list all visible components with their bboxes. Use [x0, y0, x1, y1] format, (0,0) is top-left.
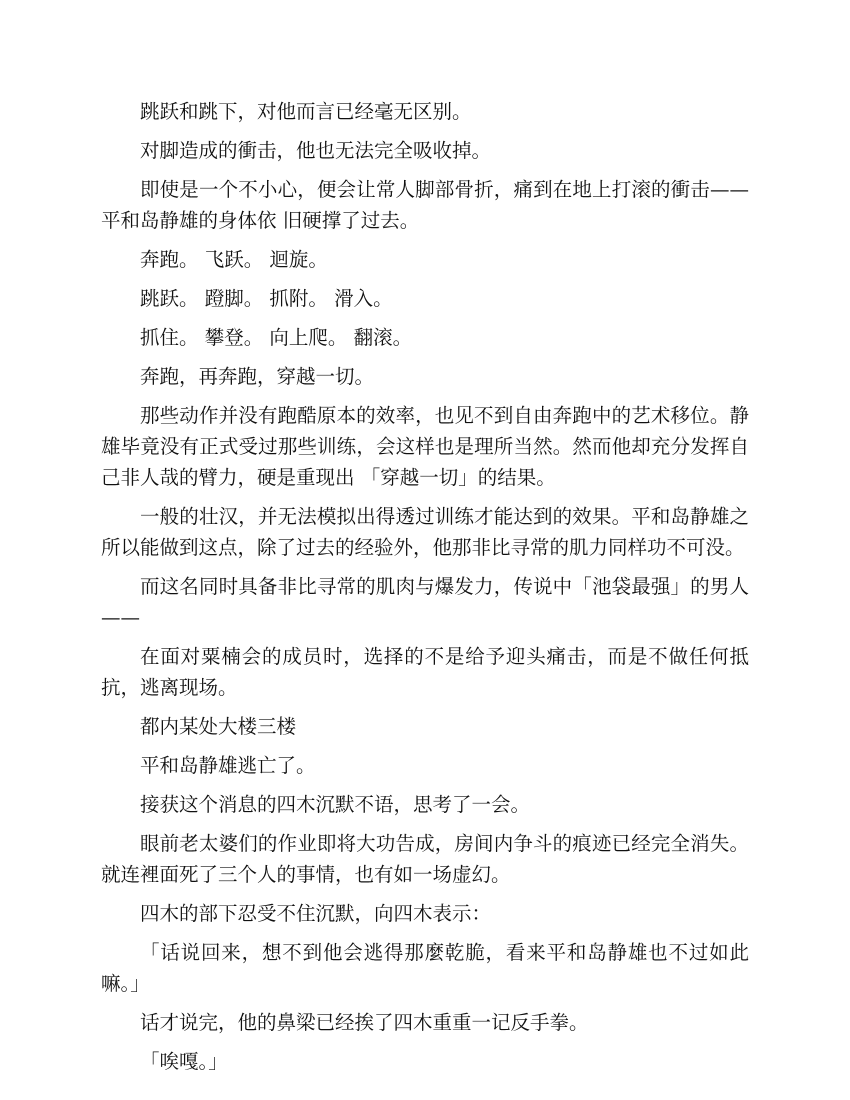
paragraph: 话才说完，他的鼻梁已经挨了四木重重一记反手拳。	[140, 1011, 589, 1034]
paragraph: 平和岛静雄逃亡了。	[140, 754, 316, 777]
paragraph: 眼前老太婆们的作业即将大功告成，房间内争斗的痕迹已经完全消失。就连裡面死了三个人的事情，也有如一场虚幻。	[101, 832, 749, 886]
paragraph: 那些动作并没有跑酷原本的效率，也见不到自由奔跑中的艺术移位。静雄毕竟没有正式受过那些训练，会这样也是理所当然。然而他却充分发挥自己非人哉的臂力，硬是重现出 「穿越一切」的结果。	[101, 404, 749, 489]
dialogue: 「话说回来，想不到他会逃得那麼乾脆，看来平和岛静雄也不过如此嘛。」	[101, 941, 749, 995]
dialogue: 「唉嘎。」	[140, 1050, 228, 1073]
paragraph: 抓住。 攀登。 向上爬。 翻滚。	[140, 326, 413, 349]
paragraph: 奔跑，再奔跑，穿越一切。	[140, 365, 375, 388]
paragraph: 奔跑。 飞跃。 迴旋。	[140, 248, 328, 271]
paragraph: 四木的部下忍受不住沉默，向四木表示：	[140, 902, 492, 925]
paragraph: 一般的壮汉，并无法模拟出得透过训练才能达到的效果。平和岛静雄之所以能做到这点，除了过去的经验外，他那非比寻常的肌力同样功不可没。	[101, 505, 749, 559]
paragraph: 即使是一个不小心，便会让常人脚部骨折，痛到在地上打滚的衝击——平和岛静雄的身体依 旧硬撑了过去。	[101, 178, 749, 232]
paragraph: 在面对粟楠会的成员时，选择的不是给予迎头痛击，而是不做任何抵抗，逃离现场。	[101, 645, 749, 699]
scene-heading: 都内某处大楼三楼	[140, 715, 297, 738]
paragraph: 而这名同时具备非比寻常的肌肉与爆发力，传说中「池袋最强」的男人——	[101, 575, 749, 629]
paragraph: 接获这个消息的四木沉默不语，思考了一会。	[140, 793, 531, 816]
document-page	[101, 96, 749, 1085]
paragraph: 跳跃和跳下，对他而言已经毫无区别。	[140, 100, 472, 123]
paragraph: 跳跃。 蹬脚。 抓附。 滑入。	[140, 287, 393, 310]
paragraph: 对脚造成的衝击，他也无法完全吸收掉。	[140, 139, 492, 162]
